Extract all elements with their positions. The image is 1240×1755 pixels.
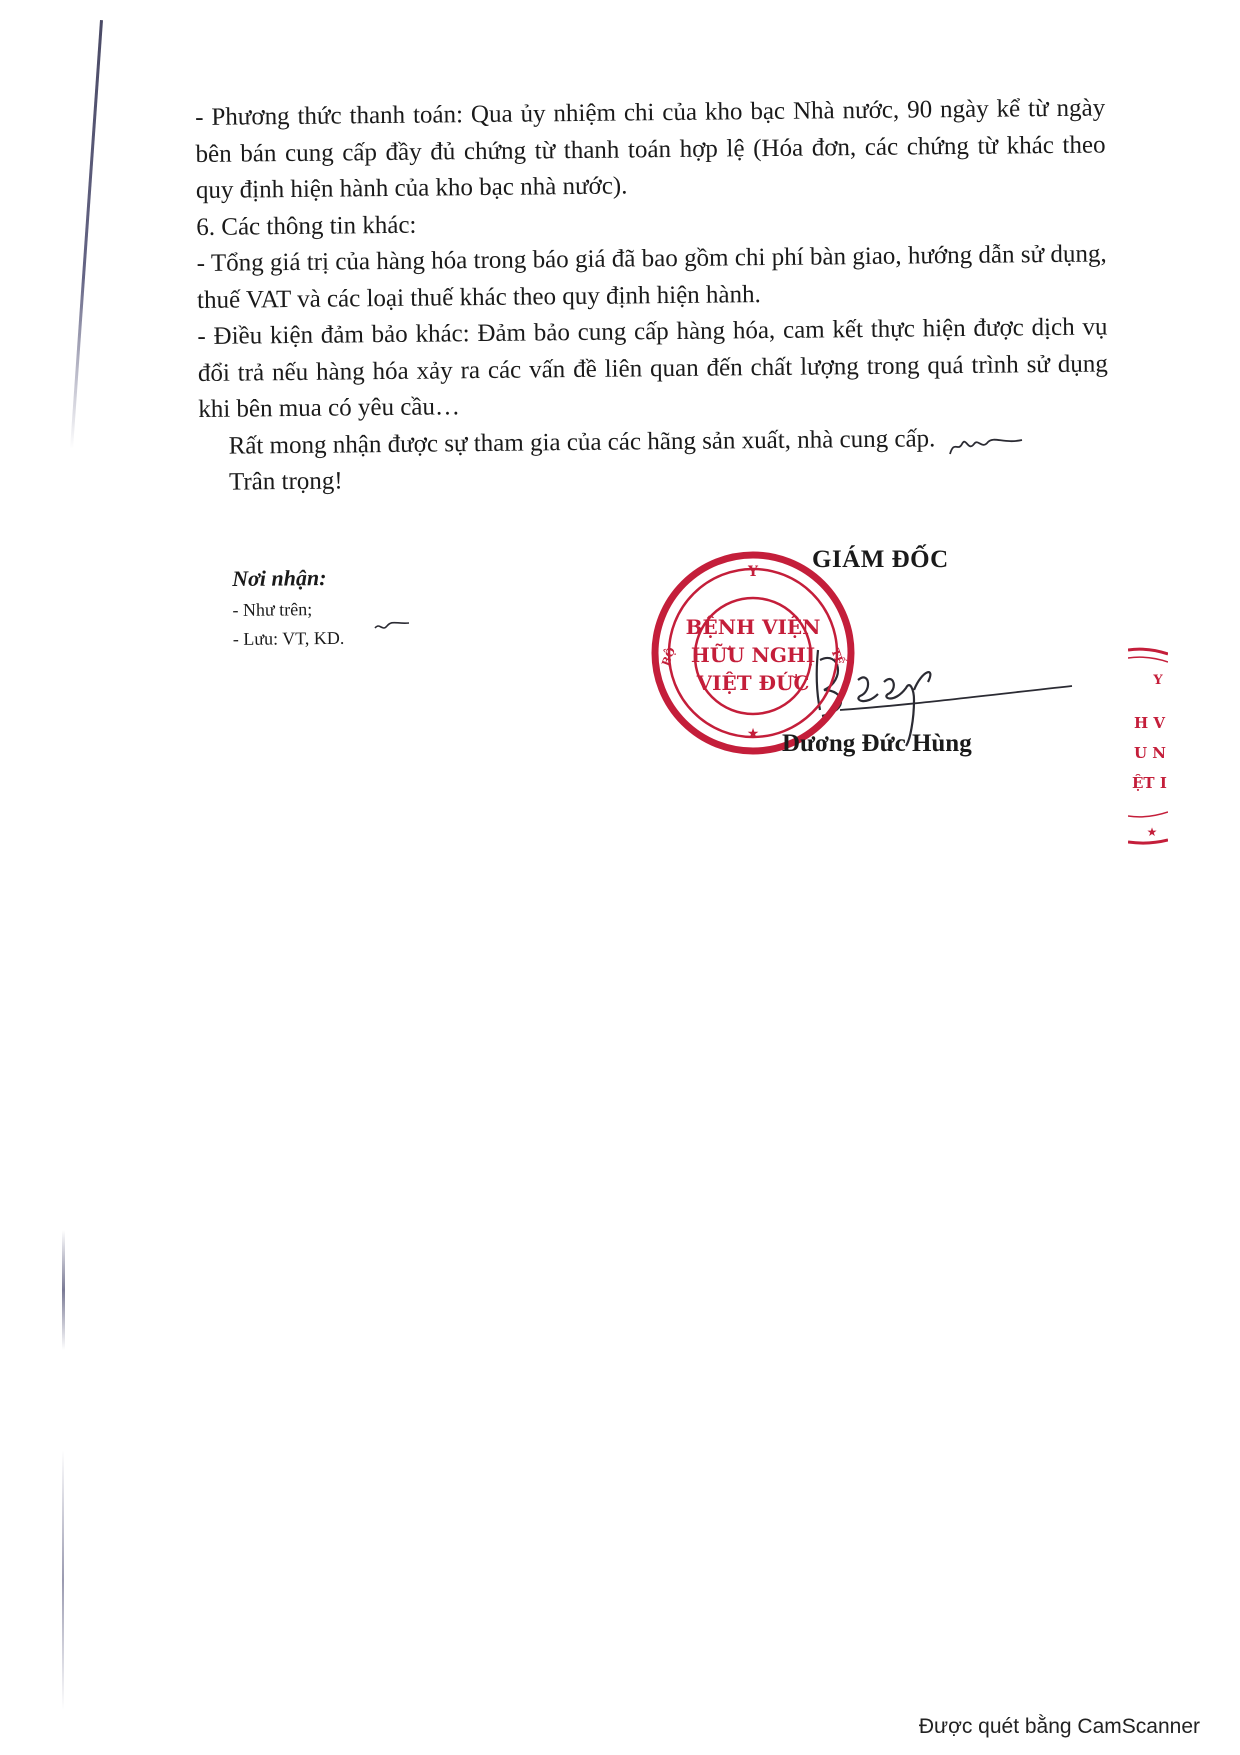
svg-text:TẾ: TẾ [828, 646, 847, 667]
svg-text:★: ★ [746, 726, 760, 742]
recipients-block [232, 563, 533, 654]
signatory-title: GIÁM ĐỐC [812, 546, 949, 573]
official-seal [648, 548, 858, 758]
svg-text:VIỆT ĐỨC: VIỆT ĐỨC [696, 671, 810, 695]
svg-text:BỘ: BỘ [659, 645, 679, 668]
recipients-heading: Nơi nhận: [232, 565, 327, 591]
svg-text:H V: H V [1134, 714, 1166, 732]
svg-text:★: ★ [1146, 825, 1158, 839]
partial-seal-edge [1128, 640, 1168, 850]
body-paragraph: 6. Các thông tin khác: [196, 211, 417, 241]
svg-text:Y: Y [748, 564, 758, 580]
body-paragraph: Trân trọng! [228, 467, 343, 496]
svg-text:HỮU NGHỊ: HỮU NGHỊ [690, 643, 816, 667]
body-paragraph: - Tổng giá trị của hàng hóa trong báo giá đã bao gồm chi phí bàn giao, hướng dẫn sử dụng, thuế VAT và các loại thuế khác theo quy định hiện hành. [196, 240, 1107, 314]
svg-text:BỆNH VIỆN: BỆNH VIỆN [685, 615, 821, 639]
scan-edge-shadow-bottom [62, 1450, 64, 1710]
initial-mark [372, 618, 412, 634]
scanner-watermark: Được quét bằng CamScanner [918, 1715, 1200, 1738]
body-paragraph: - Điều kiện đảm bảo khác: Đảm bảo cung cấp hàng hóa, cam kết thực hiện được dịch vụ đổi trả nếu hàng hóa xảy ra các vấn đề liên quan đến chất lượng trong quá trình sử dụng khi bên mua có yêu cầu… [197, 313, 1108, 423]
svg-text:Y: Y [1153, 673, 1163, 688]
body-paragraph: - Phương thức thanh toán: Qua ủy nhiệm chi của kho bạc Nhà nước, 90 ngày kể từ ngày bên bán cung cấp đầy đủ chứng từ thanh toán hợp lệ (Hóa đơn, các chứng từ khác theo quy định hiện hành của kho bạc nhà nước). [195, 94, 1106, 204]
initial-mark [946, 430, 1026, 460]
scan-edge-shadow-lower [62, 1230, 65, 1350]
signatory-name: Dương Đức Hùng [782, 730, 972, 757]
svg-text:ỆT I: ỆT I [1132, 774, 1167, 792]
svg-text:U N: U N [1134, 744, 1167, 762]
recipient-line: - Như trên; [232, 599, 313, 620]
body-paragraph: Rất mong nhận được sự tham gia của các hãng sản xuất, nhà cung cấp. [228, 424, 936, 460]
scan-edge-shadow [70, 20, 103, 449]
recipient-line: - Lưu: VT, KD. [232, 627, 345, 649]
